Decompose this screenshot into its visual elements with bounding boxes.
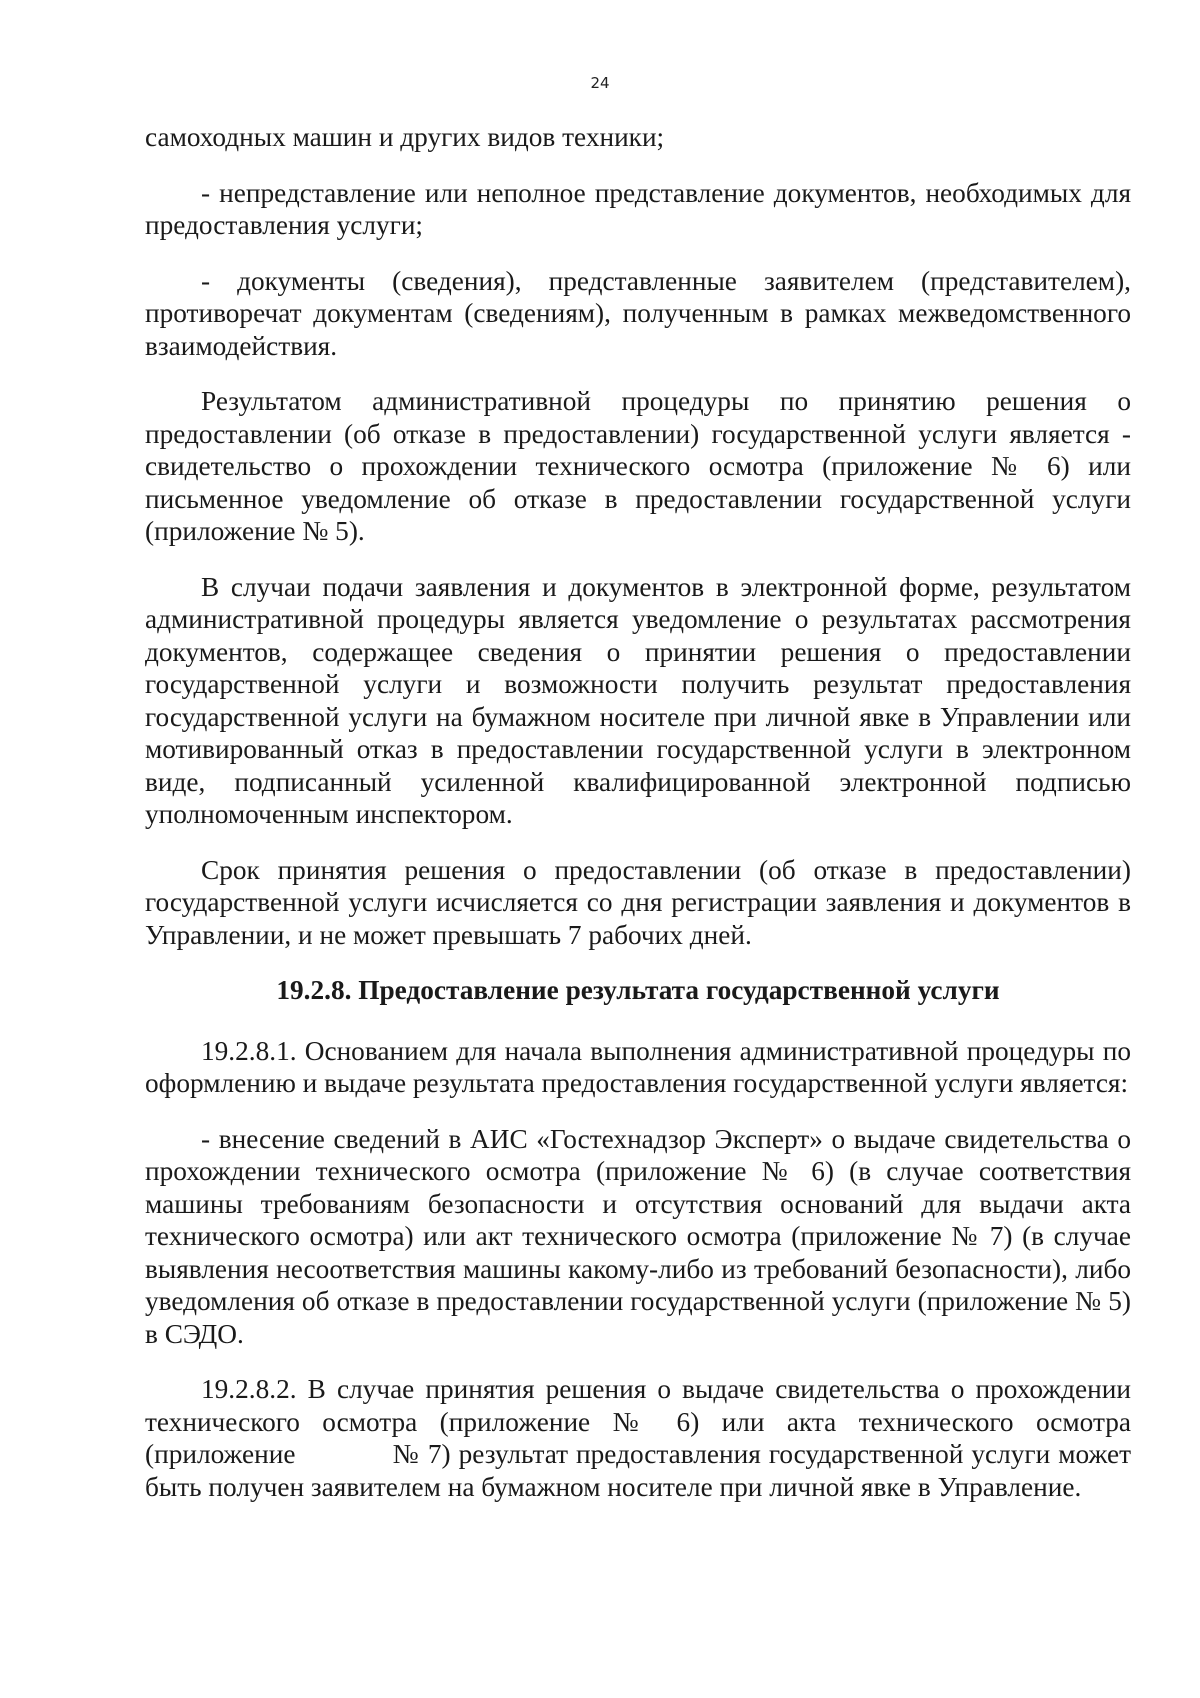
list-item-incomplete-documents: - непредставление или неполное представление документов, необходимых для предоставления услуги; [145, 177, 1131, 240]
section-heading: 19.2.8. Предоставление результата государственной услуги [276, 975, 1000, 1005]
paragraph-19-2-8-2 [145, 1373, 1131, 1503]
page-body [145, 121, 1131, 1526]
paragraph-19-2-8-2-part2: № 7) результат предоставления государственной услуги может быть получен заявителем на бумажном носителе при личной явке в Управление. [145, 1439, 1131, 1502]
paragraph-19-2-8-1: 19.2.8.1. Основанием для начала выполнения административной процедуры по оформлению и выдаче результата предоставления государственной услуги является: [145, 1035, 1131, 1098]
paragraph-19-2-8-2-part1: 19.2.8.2. В случае принятия решения о выдаче свидетельства о прохождении технического осмотра (приложение № 6) или акта технического осмотра (приложение [145, 1374, 1131, 1469]
page-number: 24 [590, 74, 610, 92]
list-item-contradicting-documents: - документы (сведения), представленные заявителем (представителем), противоречат документам (сведениям), полученным в рамках межведомственного взаимодействия. [145, 265, 1131, 361]
paragraph-decision-deadline: Срок принятия решения о предоставлении (об отказе в предоставлении) государственной услуги исчисляется со дня регистрации заявления и документов в Управлении, и не может превышать 7 рабочих дней. [145, 854, 1131, 950]
paragraph-procedure-result: Результатом административной процедуры по принятию решения о предоставлении (об отказе в предоставлении) государственной услуги является - свидетельство о прохождении технического осмотра (приложение № 6) или письменное уведомление об отказе в предоставлении государственной услуги (приложение № 5). [145, 386, 1131, 546]
list-item-ais-entry: - внесение сведений в АИС «Гостехнадзор Эксперт» о выдаче свидетельства о прохождении технического осмотра (приложение № 6) (в случае соответствия машины требованиям безопасности и отсутствия оснований для выдачи акта технического осмотра) или акт технического осмотра (приложение № 7) (в случае выявления несоответствия машины какому-либо из требований безопасности), либо уведомления об отказе в предоставлении государственной услуги (приложение № 5) в СЭДО. [145, 1123, 1131, 1349]
paragraph-electronic-submission: В случаи подачи заявления и документов в электронной форме, результатом административной процедуры является уведомление о результатах рассмотрения документов, содержащее сведения о принятии решения о предоставлении государственной услуги и возможности получить результат предоставления государственной услуги на бумажном носителе при личной явке в Управлении или мотивированный отказ в предоставлении государственной услуги в электронном виде, подписанный усиленной квалифицированной электронной подписью уполномоченным инспектором. [145, 571, 1131, 829]
paragraph-continuation: самоходных машин и других видов техники; [145, 122, 665, 152]
